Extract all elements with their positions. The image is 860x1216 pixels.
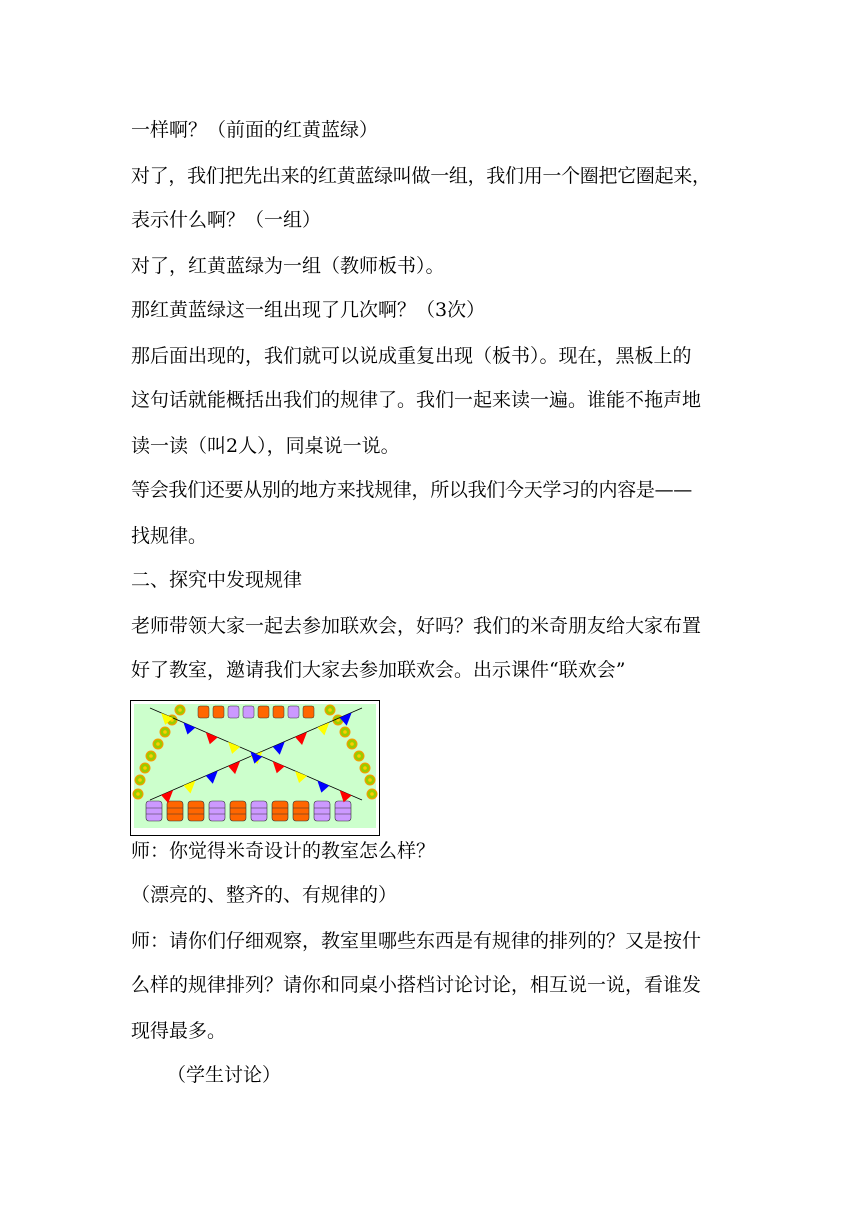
paragraph: （学生讨论） — [167, 1064, 282, 1086]
lantern — [251, 801, 267, 821]
lantern — [272, 801, 288, 821]
lantern — [228, 706, 239, 718]
paragraph: 师：你觉得米奇设计的教室怎么样？ — [131, 840, 436, 862]
lantern — [198, 706, 209, 718]
paragraph: 等会我们还要从别的地方来找规律，所以我们今天学习的内容是—— — [131, 479, 693, 501]
flower-center — [143, 766, 147, 770]
lantern — [314, 801, 330, 821]
flower-center — [178, 708, 182, 712]
flower-center — [370, 792, 374, 796]
lantern — [303, 706, 314, 718]
lantern — [243, 706, 254, 718]
paragraph: 那红黄蓝绿这一组出现了几次啊？（3次） — [131, 299, 486, 321]
lantern — [258, 706, 269, 718]
paragraph: 师：请你们仔细观察，教室里哪些东西是有规律的排列的？又是按什 — [131, 930, 702, 952]
paragraph: 好了教室，邀请我们大家去参加联欢会。出示课件“联欢会” — [131, 659, 626, 681]
section-heading: 二、探究中发现规律 — [131, 569, 303, 591]
lantern — [293, 801, 309, 821]
lantern — [335, 801, 351, 821]
paragraph: 一样啊？（前面的红黄蓝绿） — [131, 119, 379, 141]
paragraph: 对了，我们把先出来的红黄蓝绿叫做一组，我们用一个圈把它圈起来， — [131, 165, 711, 187]
paragraph: 找规律。 — [131, 525, 208, 547]
lantern — [167, 801, 183, 821]
paragraph: 现得最多。 — [131, 1020, 227, 1042]
flower-center — [136, 792, 140, 796]
lantern — [273, 706, 284, 718]
flower-center — [138, 778, 142, 782]
paragraph: 读一读（叫2人），同桌说一说。 — [131, 435, 400, 457]
flower-center — [343, 730, 347, 734]
flower-center — [163, 730, 167, 734]
paragraph: 么样的规律排列？请你和同桌小搭档讨论讨论，相互说一说，看谁发 — [131, 974, 702, 996]
paragraph: （漂亮的、整齐的、有规律的） — [131, 884, 398, 906]
lantern — [209, 801, 225, 821]
paragraph: 这句话就能概括出我们的规律了。我们一起来读一遍。谁能不拖声地 — [131, 389, 702, 411]
lantern — [288, 706, 299, 718]
lantern — [188, 801, 204, 821]
flower-center — [149, 754, 153, 758]
party-classroom-figure — [130, 700, 380, 836]
lantern — [230, 801, 246, 821]
lantern — [213, 706, 224, 718]
flower-center — [328, 708, 332, 712]
flower-center — [156, 742, 160, 746]
paragraph: 对了，红黄蓝绿为一组（教师板书）。 — [131, 255, 445, 277]
paragraph: 表示什么啊？（一组） — [131, 209, 322, 231]
paragraph: 那后面出现的，我们就可以说成重复出现（板书）。现在，黑板上的 — [131, 345, 692, 367]
flower-center — [350, 742, 354, 746]
flower-center — [368, 778, 372, 782]
paragraph: 老师带领大家一起去参加联欢会，好吗？我们的米奇朋友给大家布置 — [131, 615, 702, 637]
lantern — [146, 801, 162, 821]
flower-center — [363, 766, 367, 770]
flower-center — [357, 754, 361, 758]
